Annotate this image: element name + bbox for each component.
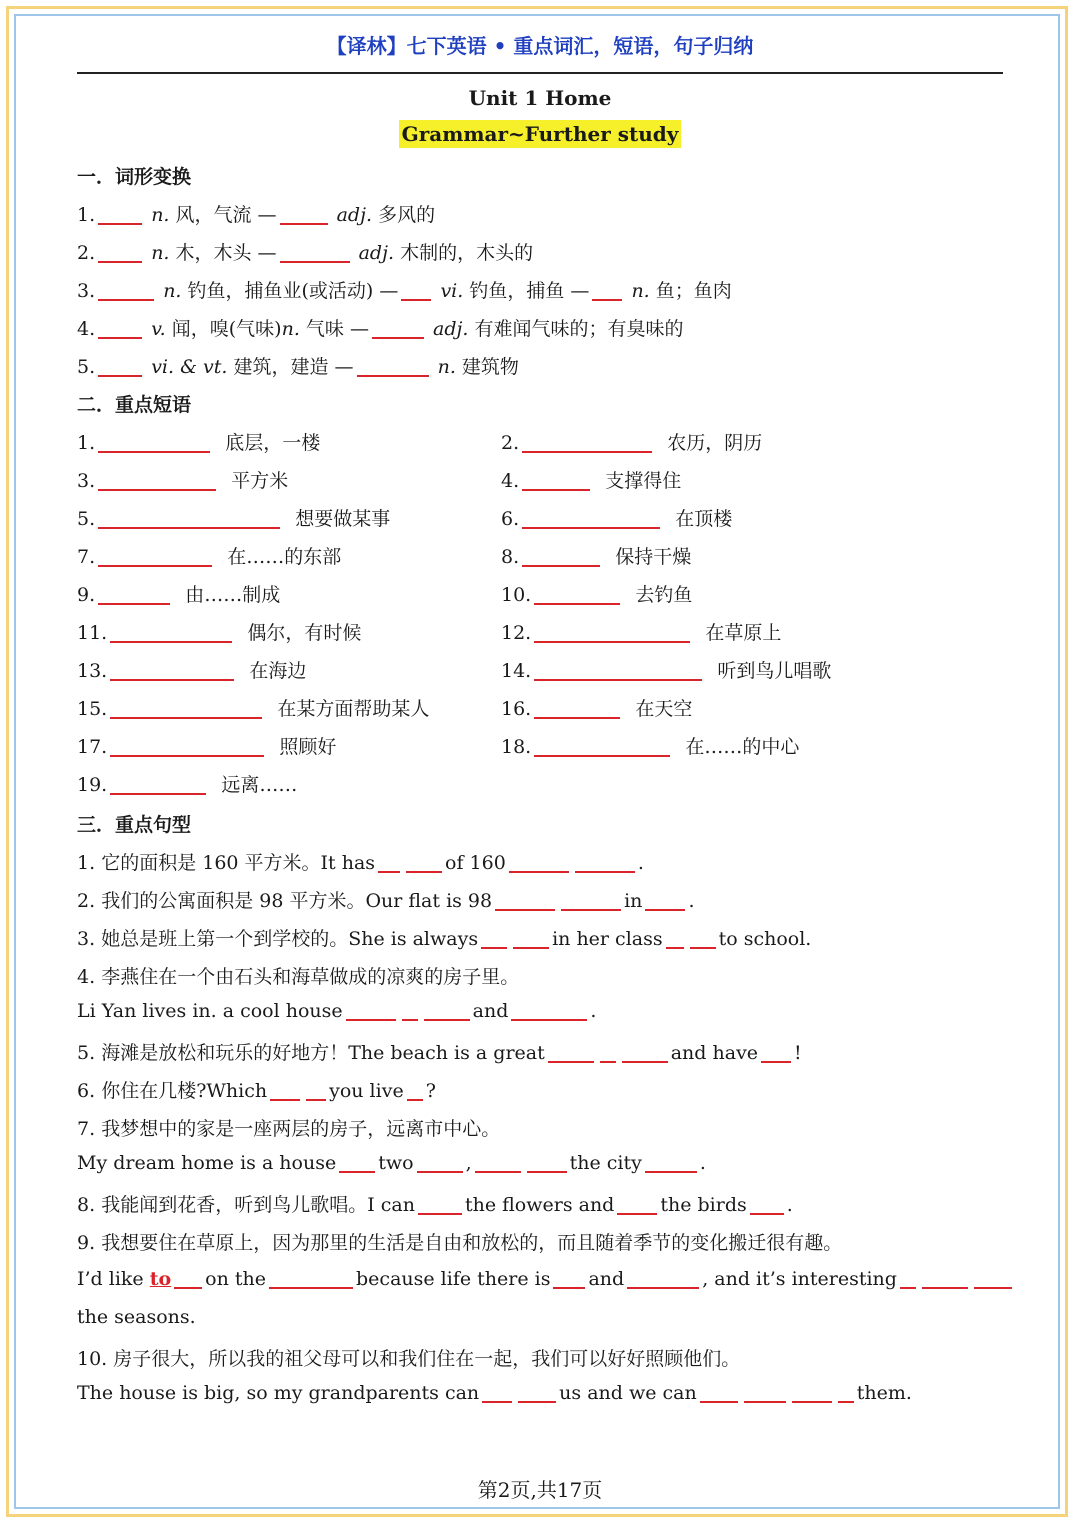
item-number: 4. [501,470,520,492]
item-number: 13. [77,660,108,682]
answer-blank[interactable] [645,891,685,911]
answer-blank[interactable] [534,585,620,605]
sentence-text: . [688,890,695,912]
sentence-text: and [588,1268,625,1290]
item-number: 5. [77,1042,96,1064]
page-number: 第2页,共17页 [477,1478,603,1502]
chinese-prompt: 海滩是放松和玩乐的好地方！ [101,1042,349,1064]
chinese-prompt: 你住在几楼? [101,1080,207,1102]
part-of-speech: v. [151,318,166,340]
answer-blank[interactable] [744,1383,786,1403]
sentence-text: , and it’s interesting [702,1268,897,1290]
answer-blank[interactable] [666,929,684,949]
phrase-meaning: 在顶楼 [675,508,733,530]
sentence-text: and [472,1000,509,1022]
item-number: 1. [77,852,96,874]
definition: 闻，嗅(气味) [171,318,282,340]
answer-blank[interactable] [269,1269,353,1289]
answer-blank[interactable] [98,243,142,263]
sentence-text: on the [205,1268,267,1290]
answer-blank[interactable] [110,737,264,757]
answer-blank[interactable] [534,623,690,643]
item-number: 7. [77,1118,96,1140]
answer-blank[interactable] [482,1383,512,1403]
phrase-meaning: 在海边 [249,660,307,682]
phrase-meaning: 照顾好 [279,736,337,758]
answer-blank[interactable] [690,929,716,949]
sentence-text: the city [569,1152,642,1174]
answer-blank[interactable] [98,547,212,567]
section-key-sentences: 三．重点句型 [77,814,192,836]
answer-blank[interactable] [346,1001,396,1021]
chinese-prompt: 我们的公寓面积是 98 平方米。 [101,890,366,912]
answer-blank[interactable] [98,471,216,491]
chinese-prompt: 它的面积是 160 平方米。 [101,852,321,874]
sentence-text: , [465,1152,472,1174]
answer-blank[interactable] [110,623,232,643]
sentence-1 [77,848,644,875]
answer-blank[interactable] [534,737,670,757]
answer-blank[interactable] [617,1195,657,1215]
item-number: 3. [77,470,96,492]
part-of-speech: n. [437,356,456,378]
definition: 建筑物 [461,356,519,378]
answer-blank[interactable] [98,319,142,339]
part-of-speech: n. [631,280,650,302]
answer-blank[interactable] [645,1153,697,1173]
answer-blank[interactable] [513,929,549,949]
part-of-speech: vi. & vt. [151,356,228,378]
sentence-7 [77,1152,706,1174]
sentence-4 [77,1000,596,1022]
answer-blank[interactable] [98,281,154,301]
answer-blank[interactable] [280,205,328,225]
answer-blank[interactable] [174,1269,202,1289]
section-word-forms: 一．词形变换 [77,166,192,188]
phrase-item [77,694,429,721]
answer-blank[interactable] [401,281,431,301]
answer-blank[interactable] [357,357,429,377]
sentence-text: Which [206,1080,268,1102]
chinese-prompt: 我想要住在草原上，因为那里的生活是自由和放松的，而且随着季节的变化搬迁很有趣。 [101,1232,843,1254]
answer-blank[interactable] [700,1383,738,1403]
phrase-meaning: 在天空 [635,698,693,720]
sentence-text: to school. [718,928,812,950]
definition: 多风的 [378,204,436,226]
sentence-9 [77,1268,1015,1290]
sentence-text: the seasons. [77,1306,196,1328]
sentence-text: us and we can [559,1382,697,1404]
sentence-text: . [786,1194,793,1216]
lesson-subtitle: Grammar~Further study [399,120,682,148]
item-number: 3. [77,280,96,302]
answer-blank[interactable] [522,471,590,491]
definition: 钓鱼，捕鱼业(或活动) — [187,280,399,302]
answer-blank[interactable] [522,547,600,567]
sentence-text: Our flat is 98 [365,890,493,912]
item-number: 19. [77,774,108,796]
item-number: 16. [501,698,532,720]
answer-blank[interactable] [761,1043,791,1063]
answer-blank[interactable] [575,853,635,873]
answer-blank[interactable] [592,281,622,301]
answer-blank[interactable] [110,775,206,795]
wordform-row-3 [77,276,732,303]
sentence-5 [77,1038,802,1065]
phrase-item [77,504,390,531]
answer-blank[interactable] [475,1153,521,1173]
document-header: 【译林】七下英语 • 重点词汇，短语，句子归纳 [326,34,754,58]
answer-blank[interactable] [522,509,660,529]
answer-blank[interactable] [110,699,262,719]
item-number: 12. [501,622,532,644]
answer-blank[interactable] [534,661,702,681]
phrase-item [77,656,306,683]
sentence-10-prompt [77,1344,740,1371]
definition: 建筑，建造 — [233,356,354,378]
phrase-item [501,656,831,683]
answer-blank[interactable] [306,1081,326,1101]
answer-blank[interactable] [372,319,424,339]
sentence-text: The beach is a great [348,1042,545,1064]
sentence-text: It has [320,852,376,874]
answer-blank[interactable] [418,1195,462,1215]
item-number: 5. [77,508,96,530]
sentence-text: in her class [552,928,663,950]
answer-blank[interactable] [518,1383,556,1403]
wordform-row-1 [77,200,435,227]
chinese-prompt: 我梦想中的家是一座两层的房子，远离市中心。 [101,1118,501,1140]
sentence-text: She is always [348,928,479,950]
item-number: 4. [77,318,96,340]
sentence-8 [77,1190,793,1217]
definition: 鱼；鱼肉 [655,280,732,302]
phrase-meaning: 在……的中心 [685,736,800,758]
phrase-meaning: 听到鸟儿唱歌 [717,660,832,682]
part-of-speech: adj. [336,204,373,226]
sentence-text: ! [794,1042,802,1064]
phrase-item [501,428,762,455]
phrase-item [77,618,361,645]
definition: 木，木头 — [175,242,277,264]
phrase-meaning: 农历，阴历 [667,432,763,454]
unit-title: Unit 1 Home [468,86,612,110]
part-of-speech: vi. [440,280,464,302]
answer-blank[interactable] [838,1383,854,1403]
sentence-text: in [624,890,643,912]
answer-blank[interactable] [750,1195,784,1215]
phrase-item [501,694,692,721]
answer-blank[interactable] [561,891,621,911]
sentence-text: and have [670,1042,759,1064]
answer-blank[interactable] [509,853,569,873]
sentence-10 [77,1382,912,1404]
sentence-text: I can [367,1194,415,1216]
part-of-speech: n. [163,280,182,302]
item-number: 2. [77,242,96,264]
phrase-meaning: 保持干燥 [615,546,692,568]
answer-blank[interactable] [270,1081,300,1101]
item-number: 2. [77,890,96,912]
item-number: 7. [77,546,96,568]
item-number: 9. [77,1232,96,1254]
chinese-prompt: 我能闻到花香，听到鸟儿歌唱。 [101,1194,368,1216]
phrase-meaning: 在某方面帮助某人 [277,698,430,720]
item-number: 3. [77,928,96,950]
sentence-text: of 160 [445,852,506,874]
answer-blank[interactable] [339,1153,375,1173]
answer-blank[interactable] [110,661,234,681]
answer-blank[interactable] [98,357,142,377]
item-number: 1. [77,432,96,454]
wordform-row-5 [77,352,519,379]
part-of-speech: adj. [358,242,395,264]
phrase-item [77,580,280,607]
part-of-speech: n. [151,242,170,264]
phrase-item [501,580,692,607]
answer-blank[interactable] [548,1043,594,1063]
phrase-item [501,542,691,569]
phrase-meaning: 远离…… [221,774,298,796]
phrase-item [77,732,336,759]
answer-blank[interactable] [424,1001,470,1021]
sentence-text: The house is big, so my grandparents can [77,1382,480,1404]
sentence-text: ? [425,1080,436,1102]
sentence-4-prompt [77,962,519,989]
answer-blank[interactable] [534,699,620,719]
header-rule [77,72,1003,74]
answer-blank[interactable] [280,243,350,263]
phrase-item [501,466,681,493]
wordform-row-4 [77,314,684,341]
definition: 有难闻气味的；有臭味的 [474,318,684,340]
answer-blank[interactable] [98,433,210,453]
sentence-text: Li Yan lives in. a cool house [77,1000,343,1022]
answer-blank[interactable] [974,1269,1012,1289]
item-number: 18. [501,736,532,758]
answer-blank[interactable] [600,1043,616,1063]
definition: 木制的，木头的 [400,242,534,264]
definition: 钓鱼，捕鱼 — [469,280,590,302]
item-number: 6. [77,1080,96,1102]
phrase-item [77,542,341,569]
sentence-text: . [637,852,644,874]
definition: 风，气流 — [175,204,277,226]
item-number: 4. [77,966,96,988]
wordform-row-2 [77,238,533,265]
answer-blank[interactable] [527,1153,567,1173]
part-of-speech: n. [151,204,170,226]
sentence-text: them. [856,1382,912,1404]
answer-blank[interactable] [622,1043,668,1063]
phrase-meaning: 在草原上 [705,622,782,644]
item-number: 10. [501,584,532,606]
definition: 气味 — [305,318,369,340]
phrase-item [501,618,781,645]
phrase-item [501,732,799,759]
answer-blank[interactable] [417,1153,463,1173]
phrase-meaning: 偶尔，有时候 [247,622,362,644]
item-number: 9. [77,584,96,606]
sentence-text: . [590,1000,597,1022]
item-number: 8. [77,1194,96,1216]
filled-answer: to [149,1268,172,1290]
answer-blank[interactable] [402,1001,418,1021]
sentence-text: two [378,1152,414,1174]
sentence-text: you live [329,1080,404,1102]
part-of-speech: n. [281,318,300,340]
phrase-item [77,770,297,797]
phrase-item [501,504,732,531]
sentence-text: I’d like [77,1268,144,1290]
sentence-6 [77,1076,436,1103]
answer-blank[interactable] [511,1001,587,1021]
phrase-meaning: 支撑得住 [605,470,682,492]
part-of-speech: adj. [433,318,469,340]
sentence-text: . [699,1152,706,1174]
phrase-item [77,428,320,455]
answer-blank[interactable] [406,853,442,873]
answer-blank[interactable] [495,891,555,911]
answer-blank[interactable] [481,929,507,949]
answer-blank[interactable] [522,433,652,453]
chinese-prompt: 李燕住在一个由石头和海草做成的凉爽的房子里。 [101,966,520,988]
item-number: 2. [501,432,520,454]
sentence-9-prompt [77,1228,842,1255]
answer-blank[interactable] [407,1081,423,1101]
item-number: 17. [77,736,108,758]
phrase-meaning: 由……制成 [185,584,281,606]
phrase-meaning: 平方米 [231,470,289,492]
sentence-3 [77,924,811,951]
item-number: 5. [77,356,96,378]
sentence-9-continued [77,1306,196,1328]
answer-blank[interactable] [900,1269,916,1289]
chinese-prompt: 她总是班上第一个到学校的。 [101,928,349,950]
item-number: 14. [501,660,532,682]
sentence-2 [77,886,694,913]
item-number: 8. [501,546,520,568]
answer-blank[interactable] [627,1269,699,1289]
item-number: 11. [77,622,108,644]
phrase-meaning: 想要做某事 [295,508,391,530]
answer-blank[interactable] [922,1269,968,1289]
phrase-meaning: 在……的东部 [227,546,342,568]
sentence-7-prompt [77,1114,500,1141]
sentence-text: because life there is [356,1268,551,1290]
item-number: 6. [501,508,520,530]
phrase-item [77,466,288,493]
answer-blank[interactable] [553,1269,585,1289]
chinese-prompt: 房子很大，所以我的祖父母可以和我们住在一起，我们可以好好照顾他们。 [113,1348,741,1370]
sentence-text: My dream home is a house [77,1152,337,1174]
section-key-phrases: 二．重点短语 [77,394,192,416]
sentence-text: the flowers and [464,1194,615,1216]
answer-blank[interactable] [792,1383,832,1403]
sentence-text: the birds [660,1194,747,1216]
item-number: 10. [77,1348,108,1370]
answer-blank[interactable] [98,585,170,605]
answer-blank[interactable] [98,205,142,225]
item-number: 1. [77,204,96,226]
answer-blank[interactable] [98,509,280,529]
phrase-meaning: 底层，一楼 [225,432,321,454]
phrase-meaning: 去钓鱼 [635,584,693,606]
item-number: 15. [77,698,108,720]
answer-blank[interactable] [378,853,400,873]
